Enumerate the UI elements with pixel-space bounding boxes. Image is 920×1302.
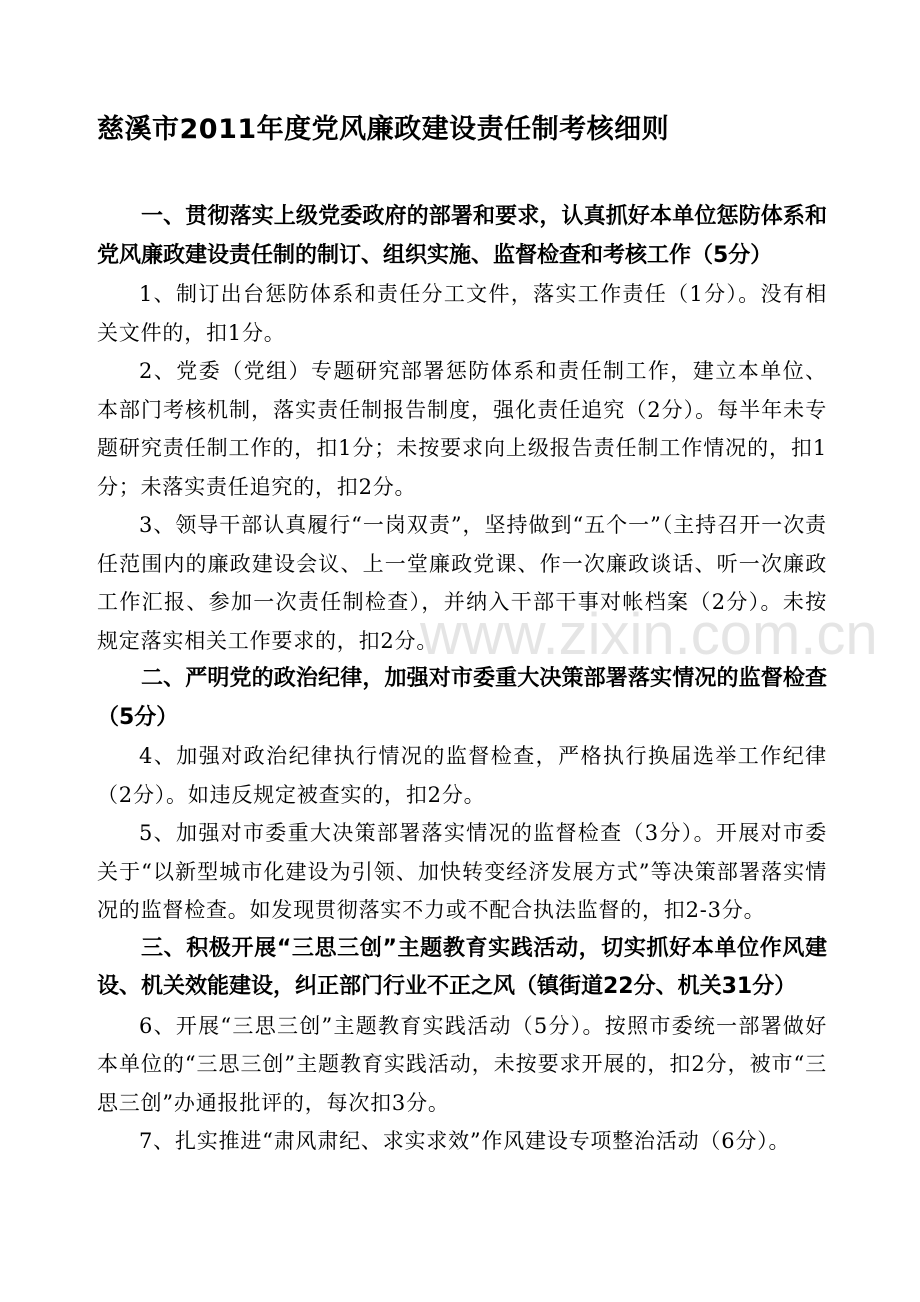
document-title: 慈溪市2011年度党风廉政建设责任制考核细则 bbox=[97, 114, 670, 145]
clause-6: 6、开展“三思三创”主题教育实践活动（5分）。按照市委统一部署做好本单位的“三思三创”主题教育实践活动，未按要求开展的，扣2分，被市“三思三创”办通报批评的，每次扣3分。 bbox=[97, 1013, 827, 1115]
section-heading-2: 二、严明党的政治纪律，加强对市委重大决策部署落实情况的监督检查（5分） bbox=[97, 666, 827, 730]
clause-7: 7、扎实推进“肃风肃纪、求实求效”作风建设专项整治活动（6分）。 bbox=[139, 1129, 791, 1153]
section-heading-1: 一、贯彻落实上级党委政府的部署和要求，认真抓好本单位惩防体系和党风廉政建设责任制的制订、组织实施、监督检查和考核工作（5分） bbox=[97, 204, 827, 268]
document-body bbox=[97, 198, 827, 1161]
clause-2: 2、党委（党组）专题研究部署惩防体系和责任制工作，建立本单位、本部门考核机制，落实责任制报告制度，强化责任追究（2分）。每半年未专题研究责任制工作的，扣1分；未按要求向上级报告责任制工作情况的，扣1分；未落实责任追究的，扣2分。 bbox=[97, 359, 827, 499]
clause-3: 3、领导干部认真履行“一岗双责”，坚持做到“五个一”（主持召开一次责任范围内的廉政建设会议、上一堂廉政党课、作一次廉政谈话、听一次廉政工作汇报、参加一次责任制检查），并纳入干部干事对帐档案（2分）。未按规定落实相关工作要求的，扣2分。 bbox=[97, 513, 827, 653]
clause-1: 1、制订出台惩防体系和责任分工文件，落实工作责任（1分）。没有相关文件的，扣1分。 bbox=[97, 282, 827, 345]
section-heading-3: 三、积极开展“三思三创”主题教育实践活动，切实抓好本单位作风建设、机关效能建设，纠正部门行业不正之风（镇街道22分、机关31分） bbox=[97, 935, 827, 999]
clause-4: 4、加强对政治纪律执行情况的监督检查，严格执行换届选举工作纪律（2分）。如违反规定被查实的，扣2分。 bbox=[97, 744, 827, 807]
clause-5: 5、加强对市委重大决策部署落实情况的监督检查（3分）。开展对市委关于“以新型城市化建设为引领、加快转变经济发展方式”等决策部署落实情况的监督检查。如发现贯彻落实不力或不配合执法监督的，扣2-3分。 bbox=[97, 821, 827, 922]
watermark: www.zixin.com.cn bbox=[420, 602, 878, 667]
